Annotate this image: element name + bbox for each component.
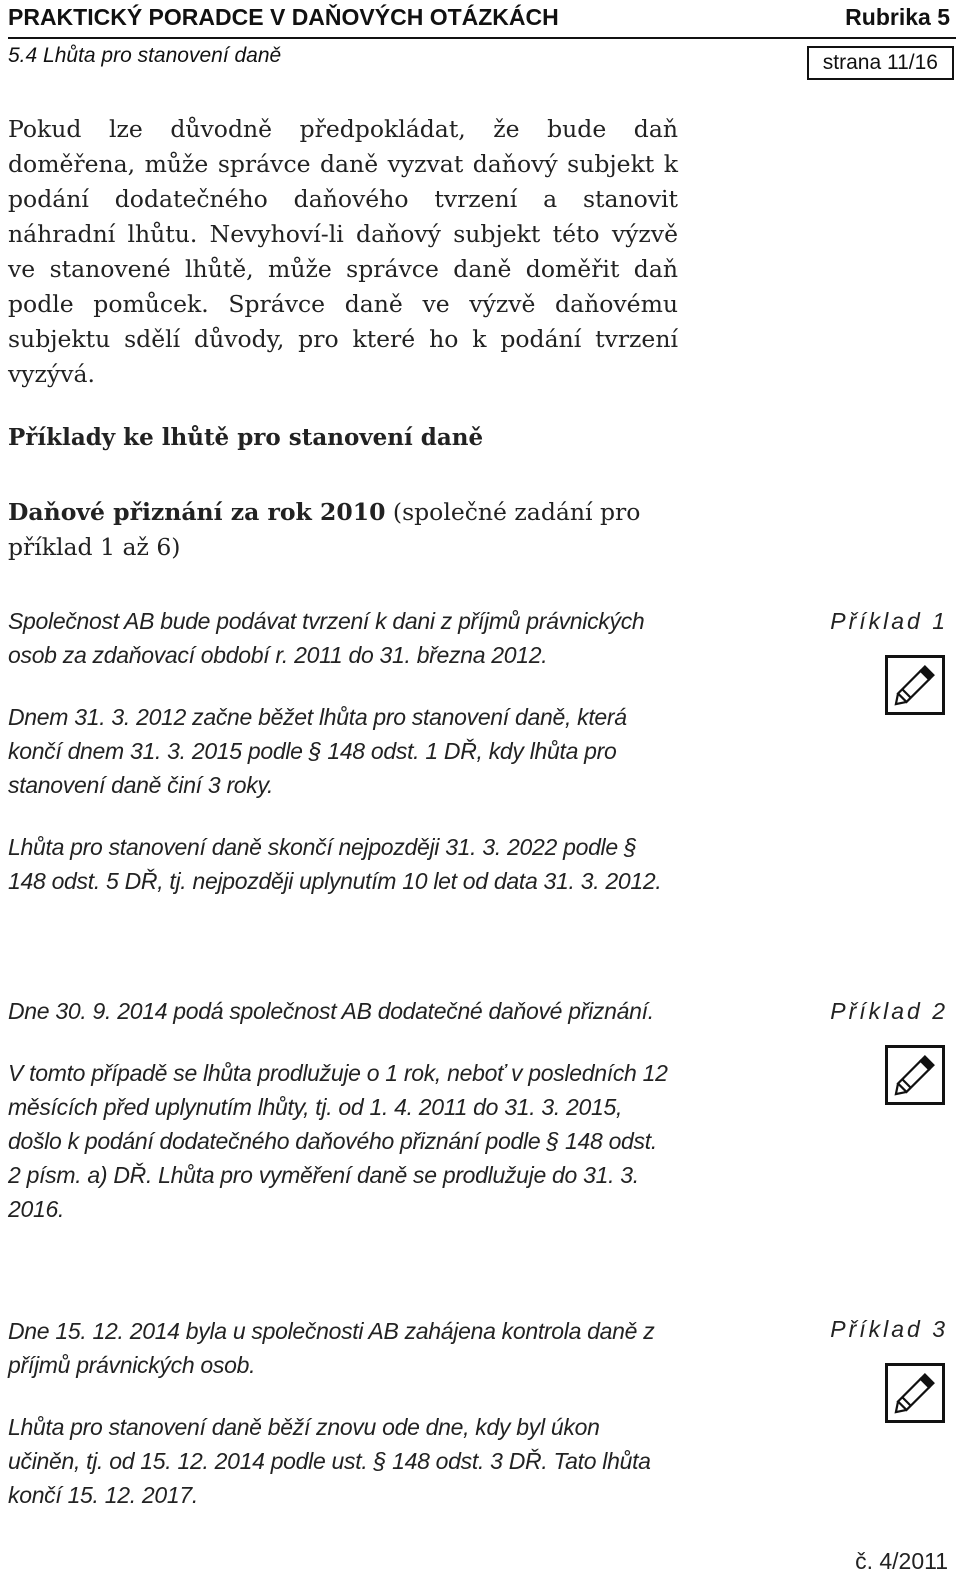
pencil-icon	[885, 1045, 945, 1105]
intro-paragraph: Pokud lze důvodně předpokládat, že bude daň doměřena, může správce daně vyzvat daňový subjekt k podání dodatečného daňového tvrzení a stanovit náhradní lhůtu. Nevyhoví-li daňový subjekt této výzvě ve stanovené lhůtě, může správce daně doměřit daň podle pomůcek. Správce daně ve výzvě daňovému subjektu sdělí důvody, pro které ho k podání tvrzení vyzývá.	[8, 115, 678, 388]
assignment-bold: Daňové přiznání za rok 2010	[8, 498, 386, 526]
example-paragraph: Společnost AB bude podávat tvrzení k dani z příjmů právnických osob za zdaňovací období r. 2011 do 31. března 2012.	[8, 608, 645, 668]
publication-title: PRAKTICKÝ PORADCE V DAŇOVÝCH OTÁZKÁCH	[8, 4, 559, 30]
example-3-label: Příklad 3	[830, 1316, 948, 1342]
example-paragraph: Lhůta pro stanovení daně skončí nejpozději 31. 3. 2022 podle § 148 odst. 5 DŘ, tj. nejpozději uplynutím 10 let od data 31. 3. 2012.	[8, 834, 662, 894]
page-number: strana 11/16	[807, 46, 954, 80]
examples-heading: Příklady ke lhůtě pro stanovení daně	[8, 424, 484, 451]
example-1-text	[8, 604, 668, 926]
pencil-icon	[885, 655, 945, 715]
example-1-label: Příklad 1	[830, 608, 948, 634]
rubric-label: Rubrika 5	[845, 4, 950, 30]
header-divider	[8, 37, 956, 39]
example-paragraph: V tomto případě se lhůta prodlužuje o 1 rok, neboť v posledních 12 měsících před uplynutím lhůty, tj. od 1. 4. 2011 do 31. 3. 2015, došlo k podání dodatečného daňového přiznání podle § 148 odst. 2 písm. a) DŘ. Lhůta pro vyměření daně se prodlužuje do 31. 3. 2016.	[8, 1060, 668, 1222]
assignment-paragraph	[8, 495, 678, 565]
example-paragraph: Dne 15. 12. 2014 byla u společnosti AB zahájena kontrola daně z příjmů právnických osob.	[8, 1318, 655, 1378]
example-2-text	[8, 994, 668, 1254]
example-paragraph: Dnem 31. 3. 2012 začne běžet lhůta pro stanovení daně, která končí dnem 31. 3. 2015 podle § 148 odst. 1 DŘ, kdy lhůta pro stanovení daně činí 3 roky.	[8, 704, 627, 798]
section-title: 5.4 Lhůta pro stanovení daně	[8, 44, 282, 67]
example-paragraph: Lhůta pro stanovení daně běží znovu ode dne, kdy byl úkon učiněn, tj. od 15. 12. 2014 podle ust. § 148 odst. 3 DŘ. Tato lhůta končí 15. 12. 2017.	[8, 1414, 651, 1508]
pencil-icon	[885, 1363, 945, 1423]
example-3-text	[8, 1314, 668, 1540]
assignment-rest: (společné zadání pro příklad 1 až 6)	[8, 498, 641, 561]
example-paragraph: Dne 30. 9. 2014 podá společnost AB dodatečné daňové přiznání.	[8, 998, 654, 1024]
example-2-label: Příklad 2	[830, 998, 948, 1024]
issue-number: č. 4/2011	[855, 1548, 948, 1574]
